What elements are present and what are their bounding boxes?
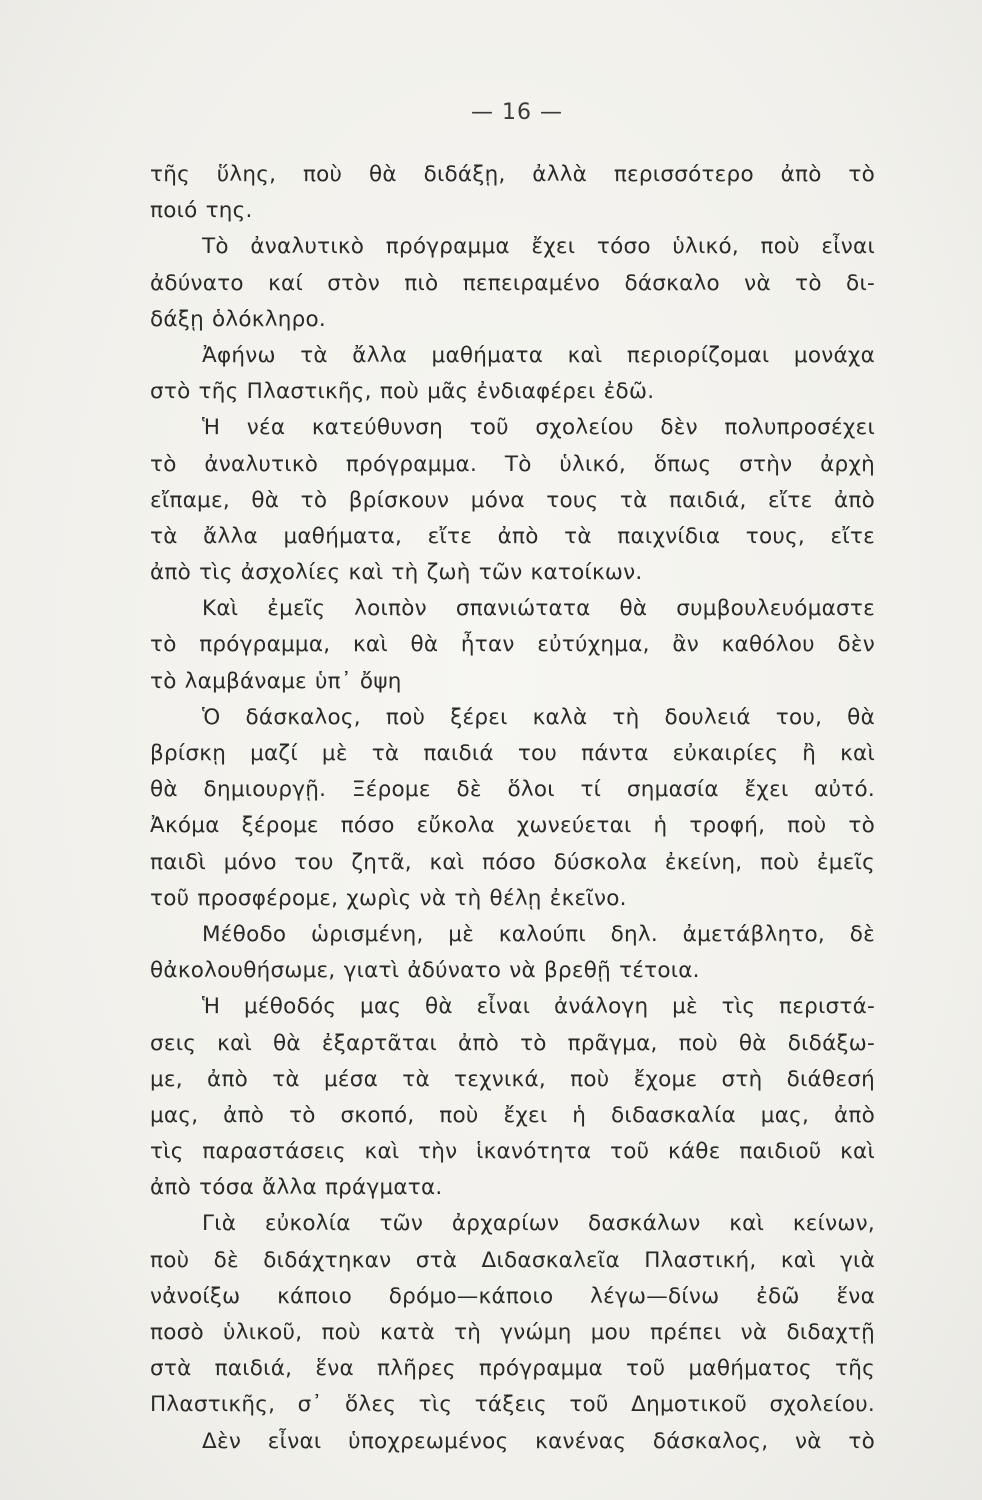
text-line: ποὺ δὲ διδάχτηκαν στὰ Διδασκαλεῖα Πλαστική, καὶ γιὰ [150,1247,875,1273]
text-line: δάξῃ ὁλόκληρο. [150,306,326,332]
text-line: Μέθοδο ὡρισμένη, μὲ καλούπι δηλ. ἀμετάβλητο, δὲ [202,921,875,947]
text-line: ἀπὸ τόσα ἄλλα πράγματα. [150,1175,443,1201]
text-line: θὰ δημιουργῇ. Ξέρομε δὲ ὅλοι τί σημασία ἔχει αὐτό. [150,777,875,803]
text-line: τὸ ἀναλυτικὸ πρόγραμμα. Τὸ ὑλικό, ὅπως στὴν ἀρχὴ [150,451,875,477]
text-line: θἀκολουθήσωμε, γιατὶ ἀδύνατο νὰ βρεθῇ τέτοια. [150,958,700,984]
text-line: τὸ πρόγραμμα, καὶ θὰ ἦταν εὐτύχημα, ἂν καθόλου δὲν [150,632,875,658]
page-number: — 16 — [471,100,563,125]
text-line: Ὁ δάσκαλος, ποὺ ξέρει καλὰ τὴ δουλειά του, θὰ [202,704,875,730]
text-line: με, ἀπὸ τὰ μέσα τὰ τεχνικά, ποὺ ἔχομε στὴ διάθεσή [150,1066,875,1092]
text-line: παιδὶ μόνο του ζητᾶ, καὶ πόσο δύσκολα ἐκείνη, ποὺ ἐμεῖς [150,849,875,875]
text-line: μας, ἀπὸ τὸ σκοπό, ποὺ ἔχει ἡ διδασκαλία μας, ἀπὸ [150,1102,875,1128]
text-line: τὸ λαμβάναμε ὑπ᾽ ὄψη [150,668,402,694]
text-line: τὶς παραστάσεις καὶ τὴν ἱκανότητα τοῦ κάθε παιδιοῦ καὶ [150,1139,875,1165]
text-line: ἀδύνατο καί στὸν πιὸ πεπειραμένο δάσκαλο νὰ τὸ δι- [150,270,875,296]
text-line: εἴπαμε, θὰ τὸ βρίσκουν μόνα τους τὰ παιδιά, εἴτε ἀπὸ [150,487,875,513]
text-line: Ἡ νέα κατεύθυνση τοῦ σχολείου δὲν πολυπροσέχει [202,415,875,441]
text-line: Πλαστικῆς, σ᾽ ὅλες τὶς τάξεις τοῦ Δημοτικοῦ σχολείου. [150,1392,875,1418]
text-line: τῆς ὕλης, ποὺ θὰ διδάξῃ, ἀλλὰ περισσότερο ἀπὸ τὸ [150,162,875,187]
text-line: νἀνοίξω κάποιο δρόμο—κάποιο λέγω—δίνω ἐδῶ ἕνα [150,1283,875,1309]
text-line: στὸ τῆς Πλαστικῆς, ποὺ μᾶς ἐνδιαφέρει ἐδῶ. [150,379,655,405]
text-line: στὰ παιδιά, ἕνα πλῆρες πρόγραμμα τοῦ μαθήματος τῆς [150,1356,875,1382]
text-line: Τὸ ἀναλυτικὸ πρόγραμμα ἔχει τόσο ὑλικό, ποὺ εἶναι [202,234,875,260]
text-line: Καὶ ἐμεῖς λοιπὸν σπανιώτατα θὰ συμβουλευόμαστε [202,596,875,622]
body-text [150,157,875,1460]
text-line: Γιὰ εὐκολία τῶν ἀρχαρίων δασκάλων καὶ κείνων, [202,1211,875,1237]
text-line: Δὲν εἶναι ὑποχρεωμένος κανένας δάσκαλος, νὰ τὸ [202,1428,875,1454]
text-line: τὰ ἄλλα μαθήματα, εἴτε ἀπὸ τὰ παιχνίδια τους, εἴτε [150,523,875,549]
text-line: βρίσκῃ μαζί μὲ τὰ παιδιά του πάντα εὐκαιρίες ἢ καὶ [150,741,875,766]
text-line: Ἡ μέθοδός μας θὰ εἶναι ἀνάλογη μὲ τὶς περιστά- [202,994,875,1020]
text-line: ποσὸ ὑλικοῦ, ποὺ κατὰ τὴ γνώμη μου πρέπει νὰ διδαχτῇ [150,1320,875,1345]
text-line: Ἀφήνω τὰ ἄλλα μαθήματα καὶ περιορίζομαι μονάχα [202,342,875,368]
text-line: ἀπὸ τὶς ἀσχολίες καὶ τὴ ζωὴ τῶν κατοίκων. [150,560,643,586]
text-line: ποιό της. [150,198,253,224]
text-line: σεις καὶ θὰ ἐξαρτᾶται ἀπὸ τὸ πρᾶγμα, ποὺ θὰ διδάξω- [150,1030,875,1056]
text-line: τοῦ προσφέρομε, χωρὶς νὰ τὴ θέλῃ ἐκεῖνο. [150,885,627,911]
text-line: Ἀκόμα ξέρομε πόσο εὔκολα χωνεύεται ἡ τροφή, ποὺ τὸ [150,813,875,839]
